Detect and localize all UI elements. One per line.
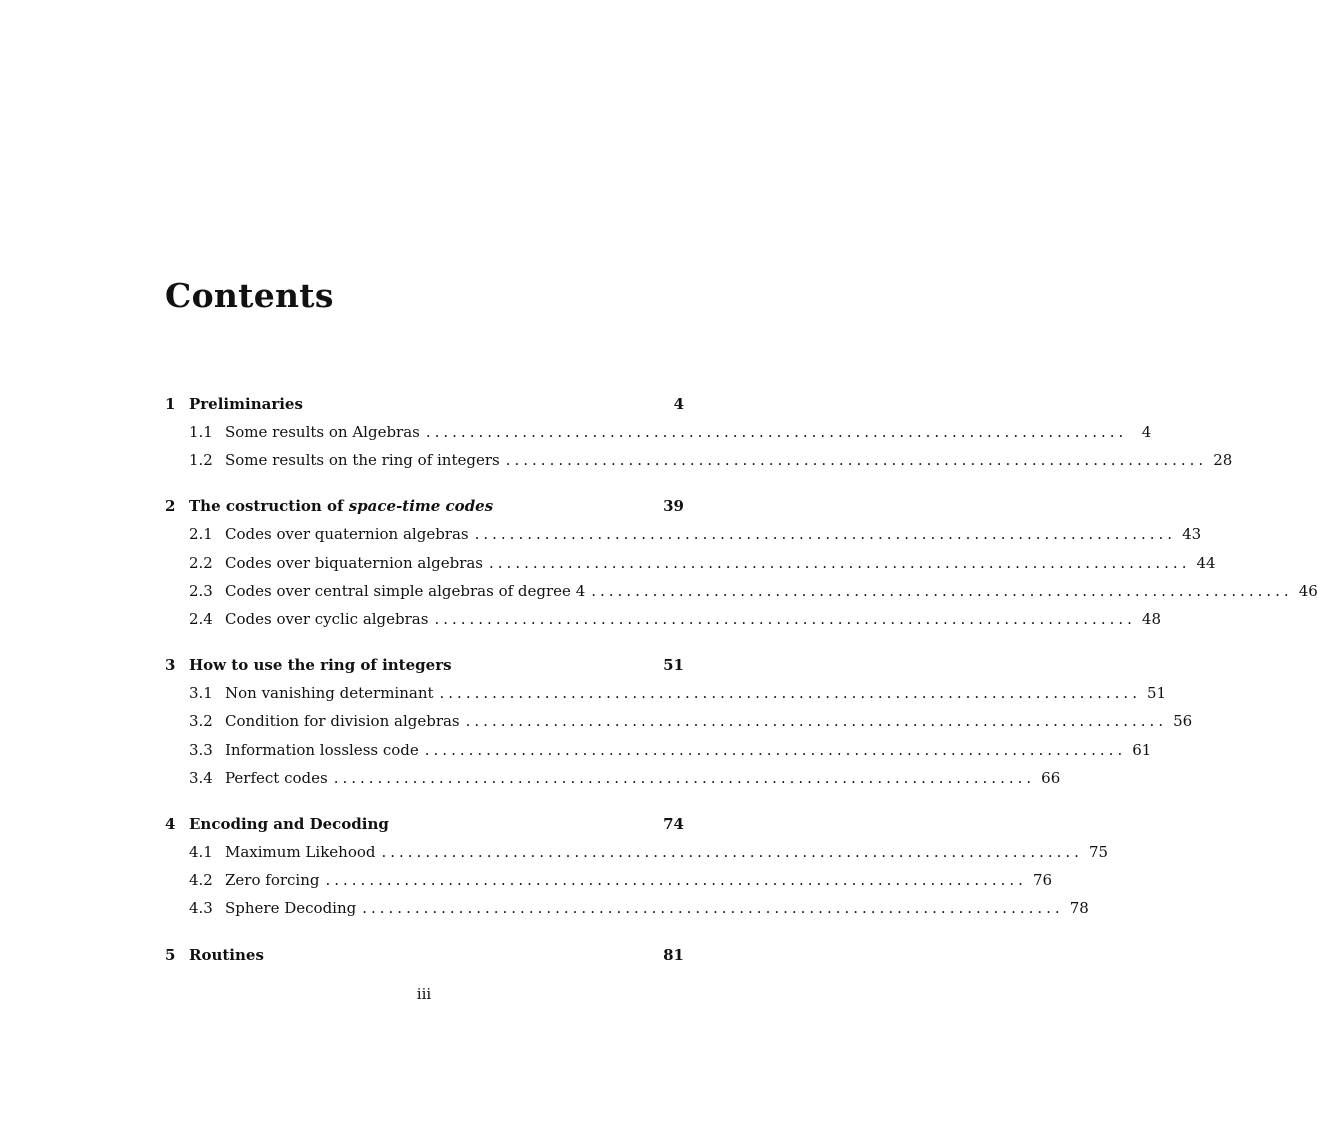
- section-number: 2.1: [189, 525, 213, 543]
- section-number: 3.3: [189, 741, 213, 759]
- leader-dots: ................................................................................: [474, 525, 1177, 543]
- page-title: Contents: [165, 276, 334, 315]
- section-page: 4: [1141, 423, 1152, 441]
- section-page: 43: [1182, 525, 1202, 543]
- chapter-number: 3: [165, 656, 176, 674]
- section-number: 1.1: [189, 423, 213, 441]
- section-title: Codes over cyclic algebras: [225, 610, 429, 628]
- section-title: Zero forcing: [225, 871, 320, 889]
- section-page: 56: [1173, 712, 1193, 730]
- leader-dots: ................................................................................: [591, 582, 1293, 600]
- chapter-page: 74: [663, 815, 684, 833]
- toc-section-3-2[interactable]: [189, 710, 1193, 732]
- toc-section-2-4[interactable]: [189, 608, 1161, 630]
- section-page: 78: [1069, 899, 1089, 917]
- leader-dots: ................................................................................: [434, 610, 1136, 628]
- section-title: Some results on Algebras: [225, 423, 420, 441]
- leader-dots: ................................................................................: [439, 684, 1141, 702]
- leader-dots: ................................................................................: [489, 554, 1191, 572]
- leader-dots: ................................................................................: [424, 741, 1127, 759]
- chapter-title: How to use the ring of integers: [189, 656, 452, 674]
- section-page: 61: [1132, 741, 1152, 759]
- section-title: Perfect codes: [225, 769, 328, 787]
- leader-dots: ................................................................................: [333, 769, 1036, 787]
- toc-section-4-1[interactable]: [189, 841, 1109, 863]
- chapter-page: 81: [663, 946, 684, 964]
- section-title: Information lossless code: [225, 741, 419, 759]
- chapter-number: 5: [165, 946, 176, 964]
- leader-dots: ................................................................................: [381, 843, 1083, 861]
- leader-dots: ................................................................................: [425, 423, 1128, 441]
- toc-section-2-2[interactable]: [189, 552, 1216, 574]
- chapter-title: Preliminaries: [189, 395, 303, 413]
- toc-chapter-3[interactable]: [165, 654, 684, 676]
- toc-section-4-3[interactable]: [189, 897, 1089, 919]
- chapter-page: 51: [663, 656, 684, 674]
- section-page: 28: [1213, 451, 1233, 469]
- toc-section-1-2[interactable]: [189, 449, 1233, 471]
- section-title: Non vanishing determinant: [225, 684, 434, 702]
- toc-section-4-2[interactable]: [189, 869, 1053, 891]
- section-title: Codes over biquaternion algebras: [225, 554, 484, 572]
- toc-chapter-2[interactable]: [165, 495, 684, 517]
- section-title: Maximum Likehood: [225, 843, 376, 861]
- section-number: 1.2: [189, 451, 213, 469]
- toc-section-3-4[interactable]: [189, 767, 1061, 789]
- section-title: Condition for division algebras: [225, 712, 460, 730]
- toc-chapter-5[interactable]: [165, 944, 684, 966]
- toc-section-3-3[interactable]: [189, 739, 1152, 761]
- toc-section-3-1[interactable]: [189, 682, 1167, 704]
- section-number: 2.3: [189, 582, 213, 600]
- section-page: 76: [1032, 871, 1053, 889]
- toc-section-1-1[interactable]: [189, 421, 1152, 443]
- chapter-title: [189, 497, 493, 515]
- section-number: 3.2: [189, 712, 213, 730]
- toc-chapter-1[interactable]: [165, 393, 684, 415]
- section-page: 48: [1141, 610, 1161, 628]
- section-page: 51: [1146, 684, 1167, 702]
- section-title: Some results on the ring of integers: [225, 451, 500, 469]
- chapter-title-prefix: The costruction of: [189, 497, 349, 515]
- section-page: 75: [1088, 843, 1109, 861]
- chapter-page: 39: [663, 497, 684, 515]
- section-title: Sphere Decoding: [225, 899, 357, 917]
- section-number: 2.2: [189, 554, 213, 572]
- section-number: 4.3: [189, 899, 213, 917]
- section-page: 44: [1196, 554, 1216, 572]
- chapter-page: 4: [673, 395, 684, 413]
- toc-section-2-1[interactable]: [189, 523, 1202, 545]
- chapter-title: Routines: [189, 946, 264, 964]
- chapter-number: 2: [165, 497, 176, 515]
- section-number: 2.4: [189, 610, 213, 628]
- section-number: 3.1: [189, 684, 213, 702]
- section-number: 4.1: [189, 843, 213, 861]
- section-title: Codes over central simple algebras of degree 4: [225, 582, 586, 600]
- leader-dots: ................................................................................: [465, 712, 1168, 730]
- section-page: 46: [1298, 582, 1318, 600]
- leader-dots: ................................................................................: [325, 871, 1027, 889]
- page-number-footer: iii: [416, 985, 432, 1003]
- toc-chapter-4[interactable]: [165, 813, 684, 835]
- section-number: 4.2: [189, 871, 213, 889]
- section-page: 66: [1041, 769, 1061, 787]
- toc-section-2-3[interactable]: [189, 580, 1318, 602]
- leader-dots: ................................................................................: [362, 899, 1064, 917]
- chapter-number: 1: [165, 395, 176, 413]
- chapter-title-emphasis: space-time codes: [348, 497, 494, 515]
- leader-dots: ................................................................................: [505, 451, 1208, 469]
- section-number: 3.4: [189, 769, 213, 787]
- chapter-number: 4: [165, 815, 176, 833]
- section-title: Codes over quaternion algebras: [225, 525, 469, 543]
- chapter-title: Encoding and Decoding: [189, 815, 389, 833]
